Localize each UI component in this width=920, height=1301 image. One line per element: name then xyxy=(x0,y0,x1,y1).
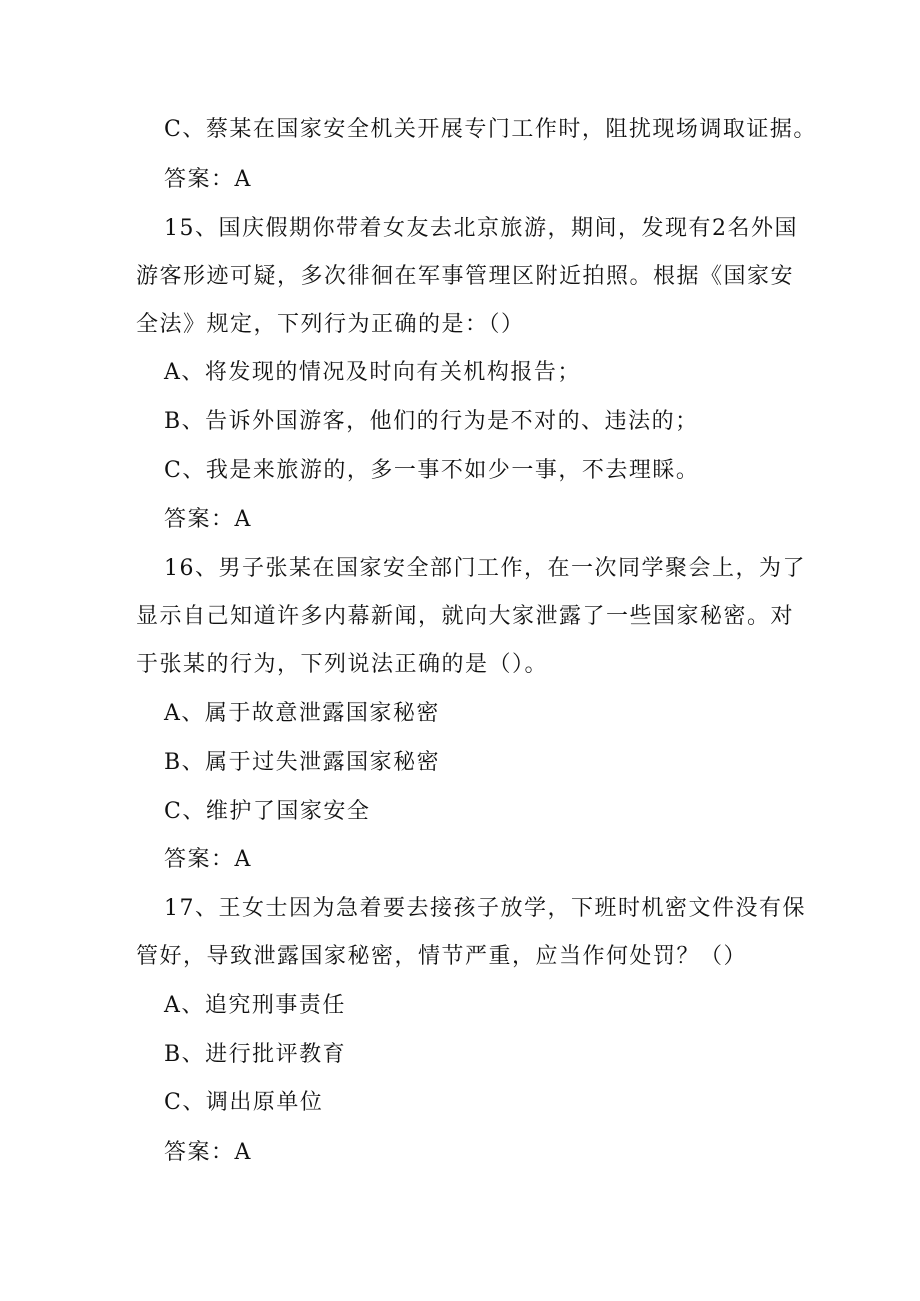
q17-option-a: A、追究刑事责任 xyxy=(164,993,346,1018)
q15-question-line-3: 全法》规定，下列行为正确的是：（） xyxy=(136,312,525,337)
q16-answer: 答案：A xyxy=(164,847,252,872)
q17-option-c: C、调出原单位 xyxy=(164,1090,324,1115)
q15-option-c: C、我是来旅游的，多一事不如少一事，不去理睬。 xyxy=(164,458,700,483)
q15-question-line-2: 游客形迹可疑，多次徘徊在军事管理区附近拍照。根据《国家安 xyxy=(136,264,795,289)
q17-question-line-2: 管好，导致泄露国家秘密，情节严重，应当作何处罚？（） xyxy=(136,944,748,969)
q16-question-line-2: 显示自己知道许多内幕新闻，就向大家泄露了一些国家秘密。对 xyxy=(136,604,795,629)
q17-option-b: B、进行批评教育 xyxy=(164,1042,347,1067)
q15-option-a: A、将发现的情况及时向有关机构报告； xyxy=(164,360,581,385)
q15-question-line-1: 15、国庆假期你带着女友去北京旅游，期间，发现有2名外国 xyxy=(164,216,798,241)
q16-question-line-1: 16、男子张某在国家安全部门工作，在一次同学聚会上，为了 xyxy=(164,556,806,581)
q16-option-b: B、属于过失泄露国家秘密 xyxy=(164,750,441,775)
q15-option-b: B、告诉外国游客，他们的行为是不对的、违法的； xyxy=(164,409,699,434)
q14-option-c: C、蔡某在国家安全机关开展专门工作时，阻扰现场调取证据。 xyxy=(164,117,817,142)
q14-answer: 答案：A xyxy=(164,167,252,192)
q15-answer: 答案：A xyxy=(164,507,252,532)
q16-option-c: C、维护了国家安全 xyxy=(164,799,371,824)
q17-answer: 答案：A xyxy=(164,1140,252,1165)
q16-question-line-3: 于张某的行为，下列说法正确的是（）。 xyxy=(136,652,549,677)
q17-question-line-1: 17、王女士因为急着要去接孩子放学，下班时机密文件没有保 xyxy=(164,896,806,921)
q16-option-a: A、属于故意泄露国家秘密 xyxy=(164,701,440,726)
